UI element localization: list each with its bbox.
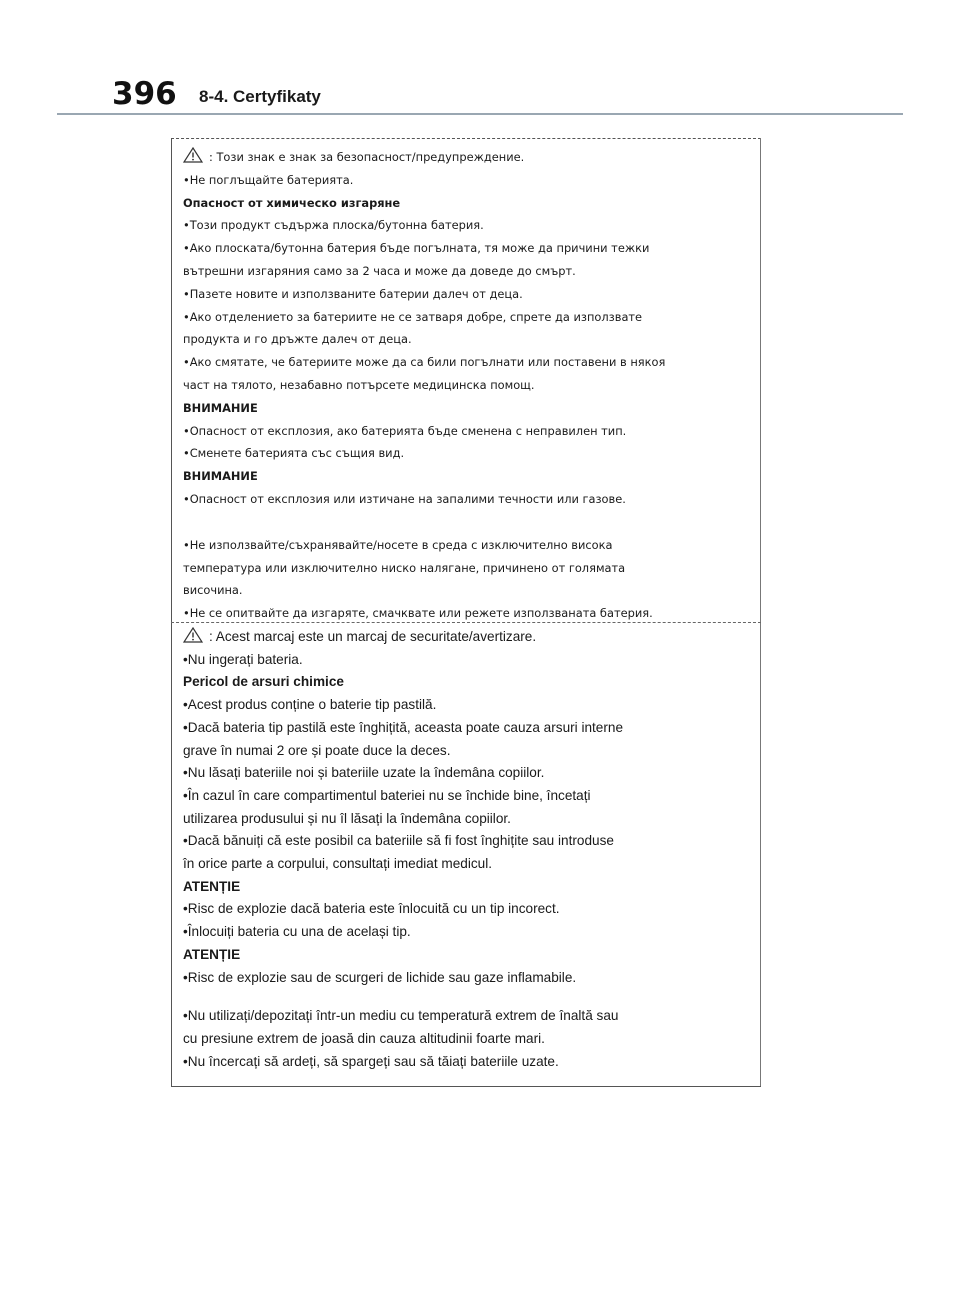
ro-line: în orice parte a corpului, consultați imediat medicul. (183, 856, 493, 872)
ro-line: •Risc de explozie sau de scurgeri de lichide sau gaze inflamabile. (183, 969, 577, 985)
bg-heading: ВНИМАНИЕ (183, 469, 258, 484)
ro-line: •Nu ingerați bateria. (183, 651, 303, 667)
page-number: 396 (112, 76, 177, 112)
ro-line: cu presiune extrem de joasă din cauza altitudinii foarte mari. (183, 1030, 545, 1046)
bg-line: продукта и го дръжте далеч от деца. (183, 332, 412, 347)
bg-line: •Опасност от експлозия или изтичане на запалими течности или газове. (183, 491, 626, 506)
box-top-border (171, 138, 761, 139)
ro-line: •În cazul în care compartimentul bateriei nu se închide bine, încetați (183, 787, 591, 803)
bg-line: •Не поглъщайте батерията. (183, 172, 354, 187)
romanian-warning-text (183, 626, 623, 1073)
ro-line: grave în numai 2 ore și poate duce la deces. (183, 742, 451, 758)
box-left-border (171, 138, 172, 1087)
ro-line: •Risc de explozie dacă bateria este înlocuită cu un tip incorect. (183, 901, 560, 917)
bg-line: •Този продукт съдържа плоска/бутонна батерия. (183, 218, 484, 233)
ro-spacer (183, 989, 623, 1005)
ro-line: •Dacă bateria tip pastilă este înghițită, aceasta poate cauza arsuri interne (183, 719, 624, 735)
bg-line: •Ако плоската/бутонна батерия бъде погълната, тя може да причини тежки (183, 241, 650, 256)
bg-line: •Пазете новите и използваните батерии далеч от деца. (183, 286, 523, 301)
ro-line: •Înlocuiți bateria cu una de același tip. (183, 924, 411, 940)
bulgarian-warning-text (183, 146, 665, 625)
bg-line: част на тялото, незабавно потърсете медицинска помощ. (183, 377, 535, 392)
ro-symbol-text: : Acest marcaj este un marcaj de securitate/avertizare. (209, 629, 537, 644)
warning-triangle-icon (183, 147, 203, 163)
box-right-border (760, 138, 761, 1087)
bg-line: •Ако отделението за батериите не се затваря добре, спрете да използвате (183, 309, 643, 324)
bg-line: височина. (183, 583, 243, 598)
bg-heading: Опасност от химическо изгаряне (183, 195, 401, 210)
bg-line: •Не се опитвайте да изгаряте, смачквате или режете използваната батерия. (183, 606, 653, 621)
box-bottom-border (171, 1086, 761, 1087)
bg-symbol-text: : Този знак е знак за безопасност/предупреждение. (209, 150, 525, 164)
header-rule (57, 113, 903, 115)
section-title: 8-4. Certyfikaty (199, 87, 321, 106)
ro-line: •Acest produs conține o baterie tip pastilă. (183, 697, 437, 713)
bg-heading: ВНИМАНИЕ (183, 400, 258, 415)
bg-line: •Сменете батерията със същия вид. (183, 446, 405, 461)
bg-line: вътрешни изгаряния само за 2 часа и може да доведе до смърт. (183, 263, 576, 278)
ro-line: utilizarea produsului și nu îl lăsați la îndemâna copiilor. (183, 810, 511, 826)
ro-line: •Nu utilizați/depozitați într-un mediu cu temperatură extrem de înaltă sau (183, 1008, 619, 1024)
ro-symbol-line (183, 626, 623, 649)
certificate-box (171, 138, 761, 1087)
bg-line: температура или изключително ниско налягане, причинено от голямата (183, 560, 626, 575)
ro-line: •Nu încercați să ardeți, să spargeți sau să tăiați bateriile uzate. (183, 1053, 559, 1069)
bg-symbol-line (183, 146, 665, 169)
ro-line: •Nu lăsați bateriile noi și bateriile uzate la îndemâna copiilor. (183, 765, 545, 781)
ro-line: •Dacă bănuiți că este posibil ca bateriile să fi fost înghițite sau introduse (183, 833, 614, 849)
bg-line: •Не използвайте/съхранявайте/носете в среда с изключително висока (183, 537, 613, 552)
ro-heading: ATENȚIE (183, 878, 241, 894)
ro-heading: ATENȚIE (183, 946, 241, 962)
bg-line: •Ако смятате, че батериите може да са били погълнати или поставени в някоя (183, 355, 666, 370)
bg-spacer (183, 511, 665, 534)
bg-line: •Опасност от експлозия, ако батерията бъде сменена с неправилен тип. (183, 423, 627, 438)
warning-triangle-icon (183, 627, 203, 643)
ro-heading: Pericol de arsuri chimice (183, 674, 344, 690)
